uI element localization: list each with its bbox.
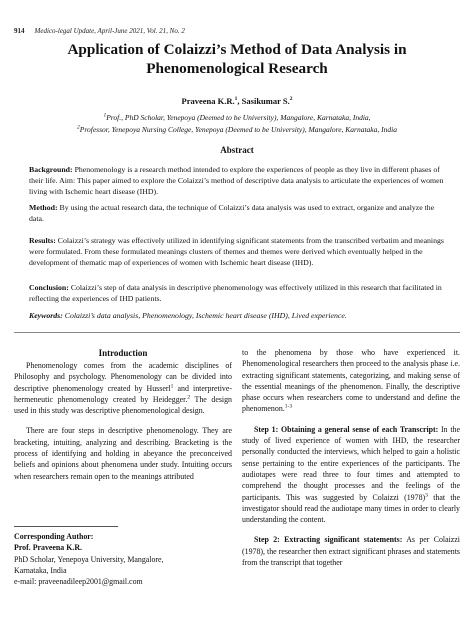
conclusion-text: Colaizzi’s step of data analysis in descriptive phenomenology was effectively utilized in this research that facilitated in reflecting the experiences of IHD patients.: [29, 283, 442, 303]
paper-title: Application of Colaizzi’s Method of Data Analysis in Phenomenological Research: [67, 41, 407, 77]
page-number: 914: [14, 27, 25, 35]
abstract-method: [29, 202, 445, 224]
author-affiliation-mark: 1: [234, 96, 238, 103]
intro-paragraph: [14, 360, 232, 416]
affiliation-text: Professor, Yenepoya Nursing College, Yenepoya (Deemed to be University), Mangalore, Karnataka, India: [79, 125, 397, 134]
intro-text: and interpretive- hermeneutic phenomenology created by Heidegger.: [14, 383, 232, 404]
step2-label: Step 2: Extracting significant statements:: [254, 535, 403, 545]
right-column: [242, 347, 460, 577]
author-name: Sasikumar S.: [241, 96, 290, 106]
keywords-text: Colaizzi’s data analysis, Phenomenology, Ischemic heart disease (IHD), Lived experience.: [62, 311, 347, 320]
affiliation-mark: 1: [103, 112, 107, 119]
corresponding-email: e-mail: praveenadileep2001@gmail.com: [14, 577, 143, 587]
corresponding-author: [14, 531, 232, 587]
keywords: [29, 311, 445, 320]
step1-text: that the investigator should read the audiotape many times in order to clearly understanding the content.: [242, 492, 460, 525]
citation-mark: 3: [425, 491, 428, 498]
footnote-divider: [14, 526, 118, 527]
results-text: Colaizzi’s strategy was effectively utilized in identifying significant statements from the transcribed verbatim and meanings were formulated. From these formulated meanings clusters of themes and themes were derived which eventually helped in the development of thematic map of experiences of women with Ischemic heart disease (IHD).: [29, 236, 444, 267]
corresponding-location: Karnataka, India: [14, 565, 67, 575]
author-affiliation-mark: 2: [289, 96, 293, 103]
step1-paragraph: [242, 424, 460, 526]
intro-paragraph: There are four steps in descriptive phenomenology. They are bracketing, intuiting, analyzing and describing. Bracketing is the process of identifying and holding in abeyance the preconceived beliefs and opinions about phenomena under study. Intuiting occurs when researchers remain open to the meanings attributed: [14, 426, 232, 481]
abstract-conclusion: [29, 282, 445, 304]
author-name: Praveena K.R.: [181, 96, 235, 106]
corresponding-label: Corresponding Author:: [14, 532, 94, 541]
step2-paragraph: [242, 534, 460, 568]
abstract-heading: Abstract: [220, 145, 254, 155]
left-column: [14, 360, 232, 491]
body-paragraph: [242, 347, 460, 415]
step2-text: As per Colaizzi (1978), the researcher then extract significant phrases and statements from the transcript that together: [242, 535, 460, 568]
corresponding-affiliation: PhD Scholar, Yenepoya University, Mangalore,: [14, 554, 164, 564]
step1-label: Step 1: Obtaining a general sense of each Transcript:: [254, 424, 439, 434]
keywords-label: Keywords:: [29, 311, 63, 320]
running-header: [14, 27, 185, 35]
affiliation-2: [10, 125, 464, 134]
abstract-results: [29, 235, 445, 268]
results-label: Results:: [29, 236, 56, 245]
corresponding-name: Prof. Praveena K.R.: [14, 543, 83, 553]
method-label: Method:: [29, 203, 58, 212]
citation-mark: 1: [170, 382, 174, 389]
citation-mark: 2: [187, 394, 191, 401]
author-separator: ,: [237, 96, 242, 106]
background-text: Phenomenology is a research method intended to explore the experiences of people as they live in different phases of their life. Aim: This paper aimed to explore the Colaizzi’s method of descriptive data analysis to articulate the experiences of women living with Ischemic heart disease (IHD).: [29, 165, 444, 196]
citation-mark: 1-3: [284, 403, 293, 410]
intro-text: The design used in this study was descriptive phenomenological design.: [14, 394, 232, 416]
affiliation-mark: 2: [77, 124, 80, 131]
journal-citation: Medico-legal Update, April-June 2021, Vol. 21, No. 2: [34, 27, 185, 35]
method-text: By using the actual research data, the technique of Colaizzi’s data analysis was used to extract, organize and analyze the data.: [29, 203, 435, 223]
affiliation-1: [10, 113, 464, 122]
body-text: to the phenomena by those who have experienced it. Phenomenological researchers then proceed to the analysis phase i.e. extracting significant statements, categorizing, and making sense of the essential meanings of the phenomenon. Finally, the descriptive phase occurs when researchers come to understand and define the phenomenon.: [242, 348, 460, 414]
intro-text: Phenomenology comes from the academic disciplines of Philosophy and psychology. Phenomenology can be divided into descriptive phenomenology created by Husserl: [14, 361, 232, 393]
step1-text: In the study of lived experience of women with IHD, the researcher personally conducted the interviews, which helped to gain a holistic sense pertaining to the entire experiences of the participants. The audiotapes were read three to four times and attempted to comprehend the thought processes and the feelings of the participants. This was suggested by Colaizzi (1978): [242, 424, 460, 502]
conclusion-label: Conclusion:: [29, 283, 69, 292]
abstract-background: [29, 164, 445, 197]
background-label: Background:: [29, 165, 73, 174]
introduction-heading: Introduction: [98, 348, 148, 358]
affiliation-text: Prof., PhD Scholar, Yenepoya (Deemed to be University), Mangalore, Karnataka, India,: [106, 113, 371, 122]
author-list: [0, 96, 474, 106]
section-divider: [14, 332, 460, 333]
